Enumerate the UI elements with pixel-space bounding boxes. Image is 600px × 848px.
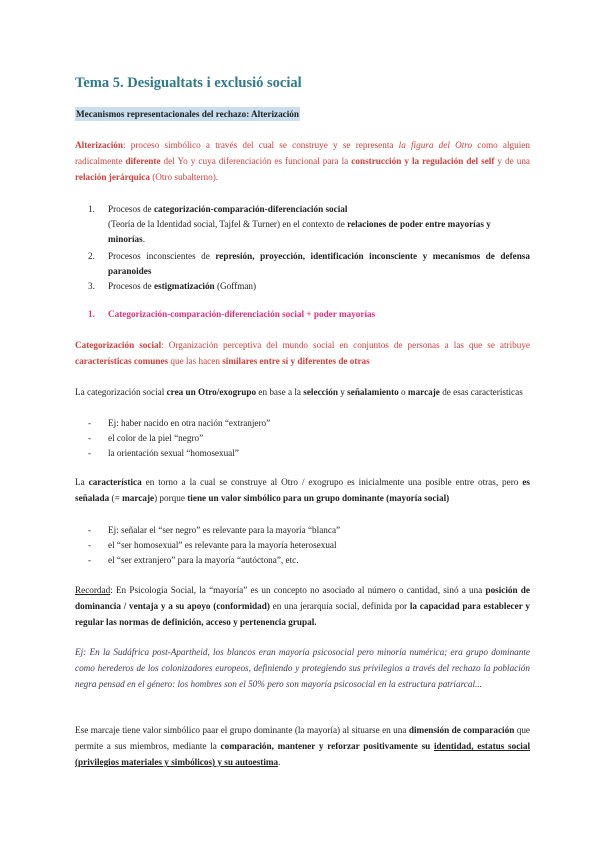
list-item: 2. Procesos inconscientes de represión, proyección, identificación inconsciente y mecanismos de defensa paranoides: [88, 251, 530, 276]
categorizacion-term: Categorización social: [75, 340, 162, 350]
example-paragraph: Ej: En la Sudáfrica post-Apartheid, los blancos eran mayoría psicosocial pero minoría numérica; era grupo dominante como herederos de los colonizadores europeos, definiendo y protegiendo sus privilegios a través del rechazo la población negra pensad en el género: los hombres son el 50% pero son mayoría psicosocial en la estructura patriarcal...: [75, 647, 530, 689]
paragraph: La categorización social crea un Otro/exogrupo en base a la selección y señalamiento o marcaje de esas características: [75, 387, 523, 397]
list-item: 1. Procesos de categorización-comparación-diferenciación social (Teoría de la Identidad social, Tajfel & Turner) en el contexto de relaciones de poder entre mayorías y minorías.: [88, 204, 491, 244]
paragraph: La característica en torno a la cual se construye al Otro / exogrupo es inicialmente una posible entre otras, pero es señalada (= marcaje) porque tiene un valor simbólico para un grupo dominante (mayoría social): [75, 477, 530, 503]
recordad-label: Recordad: [75, 585, 111, 595]
bullet-list: - Ej: señalar el “ser negro” es relevante para la mayoría “blanca” - el “ser homosexual” es relevante para la mayoría heterosexual - el “ser extranjero” para la mayoría “autóctona”, etc.: [88, 525, 341, 565]
subheading: 1. Categorización-comparación-diferenciación social + poder mayorías: [88, 309, 376, 319]
categorizacion-paragraph: Categorización social: Organización perceptiva del mundo social en conjuntos de personas a las que se atribuye características comunes que las hacen similares entre sí y diferentes de otras: [75, 340, 530, 366]
paragraph: Ese marcaje tiene valor simbólico paar el grupo dominante (la mayoría) al situarse en una dimensión de comparación que permite a sus miembros, mediante la comparación, mantener y reforzar positivamente su identidad, estatus social (privilegios materiales y simbólicos) y su autoestima.: [75, 725, 531, 767]
recordad-paragraph: Recordad: En Psicología Social, la “mayoría” es un concepto no asociado al número o cantidad, sinó a una posición de dominancia / ventaja y a su apoyo (conformidad) en una jerarquía social, definida por la capacidad para establecer y regular las normas de definición, acceso y pertenencia grupal.: [75, 585, 530, 627]
list-item: 3. Procesos de estigmatización (Goffman): [88, 281, 257, 291]
alterizacion-paragraph: Alterización: proceso simbólico a través del cual se construye y se representa la figura del Otro como alguien radicalmente diferente del Yo y cuya diferenciación es funcional para la construcción y la regulación del self y de una relación jerárquica (Otro subalterno).: [75, 140, 531, 182]
page-title: Tema 5. Desigualtats i exclusió social: [75, 75, 302, 91]
section-heading: Mecanismos representacionales del rechazo: Alterización: [76, 109, 300, 119]
alterizacion-term: Alterización: [75, 140, 123, 150]
bullet-list: - Ej: haber nacido en otra nación “extranjero” - el color de la piel “negro” - la orientación sexual “homosexual”: [88, 418, 271, 458]
